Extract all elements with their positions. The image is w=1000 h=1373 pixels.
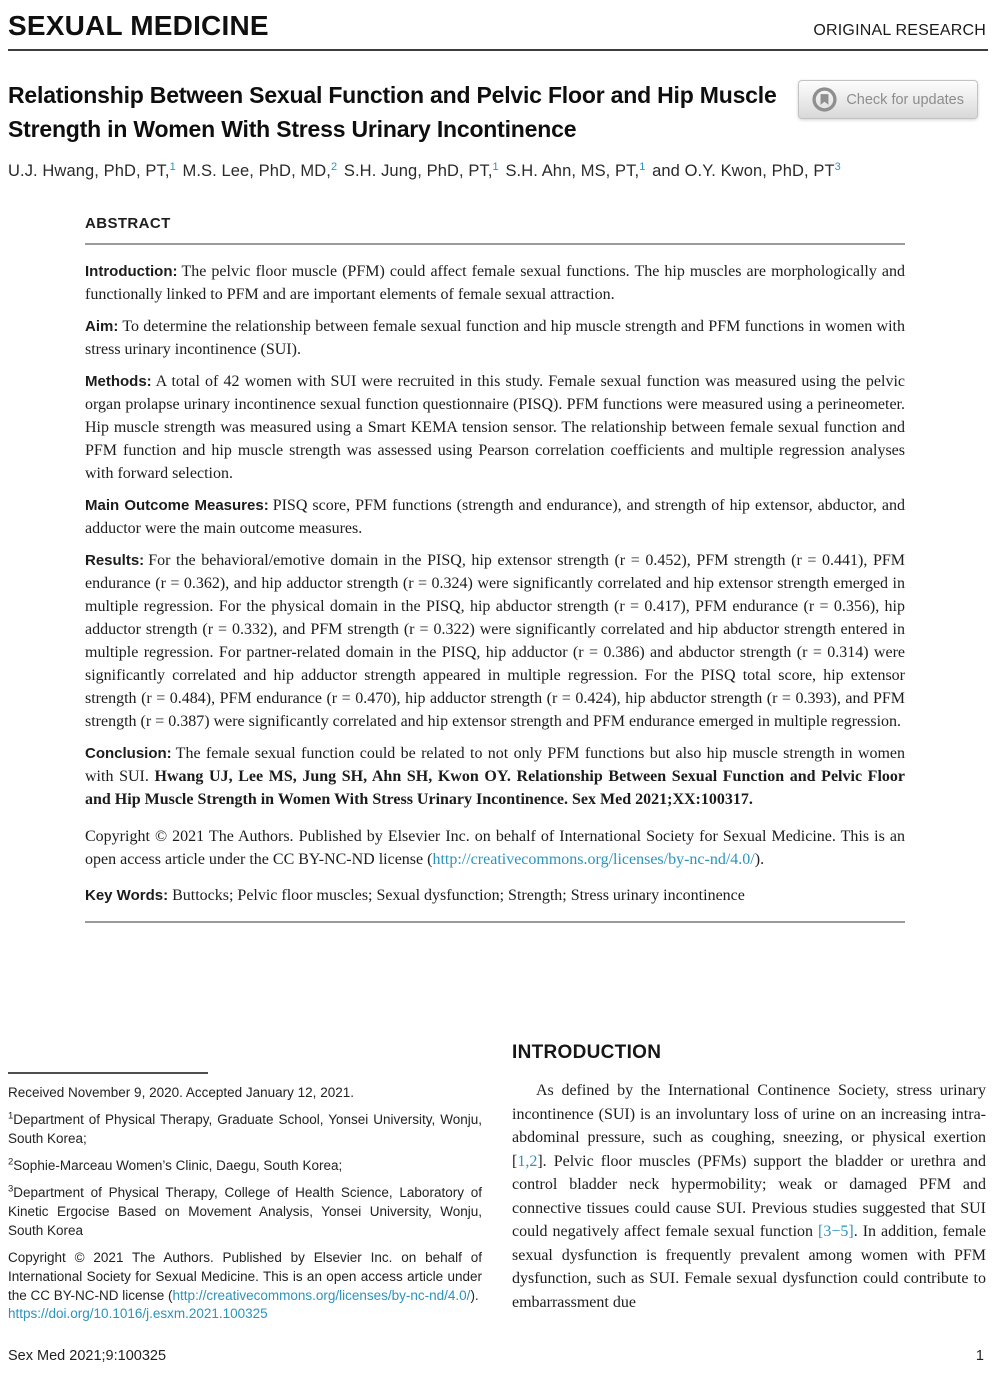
conclusion-text: The female sexual function could be related to not only PFM functions but also hip muscle strength in women with SUI. xyxy=(85,745,905,785)
masthead-rule xyxy=(8,49,988,51)
article-type-label: ORIGINAL RESEARCH xyxy=(813,22,986,39)
section-label: Results: xyxy=(85,552,145,569)
footnote-copyright-end: ). xyxy=(470,1288,479,1303)
authors-line xyxy=(8,162,988,181)
section-label: Introduction: xyxy=(85,263,178,280)
affiliation-ref[interactable]: 1 xyxy=(639,160,646,173)
title-block xyxy=(8,78,988,146)
bottom-columns xyxy=(8,1042,986,1331)
author-name: U.J. Hwang, PhD, PT, xyxy=(8,162,170,180)
copyright-text: Copyright © 2021 The Authors. Published by Elsevier Inc. on behalf of International Society for Sexual Medicine. This is an open access article under the CC BY-NC-ND license ( xyxy=(85,828,905,868)
section-text: To determine the relationship between female sexual function and hip muscle strength and PFM functions in women with stress urinary incontinence (SUI). xyxy=(85,318,905,358)
abstract-paragraph-results xyxy=(85,549,905,733)
section-label: Conclusion: xyxy=(85,745,172,762)
article-citation: Hwang UJ, Lee MS, Jung SH, Ahn SH, Kwon OY. Relationship Between Sexual Function and Pelvic Floor and Hip Muscle Strength in Women With Stress Urinary Incontinence. Sex Med 2021;XX:100317. xyxy=(85,768,905,808)
affiliation-3 xyxy=(8,1183,482,1240)
masthead xyxy=(8,10,988,42)
author-name: S.H. Jung, PhD, PT, xyxy=(343,162,493,180)
affiliation-ref[interactable]: 1 xyxy=(492,160,499,173)
affiliation-text: Sophie-Marceau Women’s Clinic, Daegu, South Korea; xyxy=(13,1158,343,1173)
introduction-paragraph xyxy=(512,1079,986,1314)
footnote-copyright xyxy=(8,1248,482,1305)
affiliation-ref[interactable]: 1 xyxy=(169,160,176,173)
affiliation-text: Department of Physical Therapy, Graduate School, Yonsei University, Wonju, South Korea; xyxy=(8,1112,482,1146)
doi-line xyxy=(8,1304,482,1323)
abstract-paragraph-aim xyxy=(85,315,905,361)
section-label: Main Outcome Measures: xyxy=(85,497,269,514)
author-name: M.S. Lee, PhD, MD, xyxy=(182,162,331,180)
keywords-text: Buttocks; Pelvic floor muscles; Sexual dysfunction; Strength; Stress urinary incontinence xyxy=(172,887,745,904)
abstract-heading: ABSTRACT xyxy=(85,215,171,232)
affiliation-marker: 1 xyxy=(8,1110,14,1122)
abstract-paragraph-introduction xyxy=(85,260,905,306)
section-label: Aim: xyxy=(85,318,119,335)
affiliation-1 xyxy=(8,1110,482,1148)
doi-link[interactable]: https://doi.org/10.1016/j.esxm.2021.100325 xyxy=(8,1306,268,1321)
journal-reference: Sex Med 2021;9:100325 xyxy=(8,1348,167,1364)
keywords-line xyxy=(85,884,905,907)
footnote-copyright-text: Copyright © 2021 The Authors. Published by Elsevier Inc. on behalf of International Society for Sexual Medicine. This is an open access article under the CC BY-NC-ND license ( xyxy=(8,1250,482,1303)
reference-link-3-5[interactable]: [3−5] xyxy=(818,1223,854,1240)
received-dates: Received November 9, 2020. Accepted January 12, 2021. xyxy=(8,1085,354,1100)
journal-name: SEXUAL MEDICINE xyxy=(8,10,269,41)
author-name: S.H. Ahn, MS, PT, xyxy=(505,162,640,180)
affiliation-text: Department of Physical Therapy, College of Health Science, Laboratory of Kinetic Ergocise Based on Movement Analysis, Yonsei University, Wonju, South Korea xyxy=(8,1185,482,1238)
abstract-copyright xyxy=(85,825,905,871)
intro-text: . In addition, female sexual dysfunction is frequently prevalent among women with PFM dysfunction, such as SUI. Female sexual dysfunction could contribute to embarrassment due xyxy=(512,1223,986,1311)
affiliation-marker: 3 xyxy=(8,1183,14,1195)
footnote-rule xyxy=(8,1072,208,1074)
section-text: For the behavioral/emotive domain in the PISQ, hip extensor strength (r = 0.452), PFM strength (r = 0.441), PFM endurance (r = 0.362), and hip adductor strength (r = 0.324) were significantly correlated and hip extensor strength emerged in multiple regression. For the physical domain in the PISQ, hip abductor strength (r = 0.417), PFM endurance (r = 0.356), hip adductor strength (r = 0.332), and PFM strength (r = 0.322) were significantly correlated and hip abductor strength entered in multiple regression. For partner-related domain in the PISQ, hip adductor (r = 0.386) and abductor strength (r = 0.314) were significantly correlated and hip adductor strength appeared in multiple regression. For the PISQ total score, hip extensor strength (r = 0.484), PFM endurance (r = 0.470), hip adductor strength (r = 0.424), hip abductor strength (r = 0.393), and PFM strength (r = 0.387) were significantly correlated and hip extensor strength and PFM endurance emerged in multiple regression. xyxy=(85,552,905,730)
section-label: Methods: xyxy=(85,373,152,390)
abstract-bottom-rule xyxy=(85,921,905,923)
license-link[interactable]: http://creativecommons.org/licenses/by-nc-nd/4.0/ xyxy=(172,1288,471,1303)
page-footer xyxy=(8,1348,984,1364)
author-name: and O.Y. Kwon, PhD, PT xyxy=(652,162,835,180)
affiliation-ref[interactable]: 3 xyxy=(834,160,841,173)
section-text: PISQ score, PFM functions (strength and endurance), and strength of hip extensor, abductor, and adductor were the main outcome measures. xyxy=(85,497,906,537)
footnote-column xyxy=(8,1042,482,1331)
article-title: Relationship Between Sexual Function and Pelvic Floor and Hip Muscle Strength in Women With Stress Urinary Incontinence xyxy=(8,82,777,142)
crossmark-icon xyxy=(812,87,837,112)
copyright-text-end: ). xyxy=(754,851,765,868)
license-link[interactable]: http://creativecommons.org/licenses/by-nc-nd/4.0/ xyxy=(432,851,755,868)
page-number: 1 xyxy=(975,1348,984,1364)
abstract-rule xyxy=(85,243,905,245)
abstract-paragraph-conclusion xyxy=(85,742,905,811)
intro-text: As defined by the International Continence Society, stress urinary incontinence (SUI) is an involuntary loss of urine on an increasing intra-abdominal pressure, such as coughing, sneezing, or physical exertion [ xyxy=(512,1082,986,1170)
abstract-section xyxy=(85,215,905,923)
introduction-column xyxy=(512,1042,986,1331)
keywords-label: Key Words: xyxy=(85,887,169,904)
affiliation-ref[interactable]: 2 xyxy=(330,160,338,173)
reference-link-1-2[interactable]: 1,2 xyxy=(517,1152,538,1170)
affiliation-marker: 2 xyxy=(8,1156,14,1168)
check-for-updates-button[interactable] xyxy=(798,80,978,119)
introduction-heading: INTRODUCTION xyxy=(512,1042,662,1063)
check-for-updates-label: Check for updates xyxy=(846,91,964,108)
intro-text: ]. Pelvic floor muscles (PFMs) support the bladder or urethra and control bladder neck hypermobility; weak or damaged PFM and connective tissues could cause SUI. Previous studies suggested that SUI could negatively affect female sexual function xyxy=(512,1152,986,1240)
abstract-paragraph-outcomes xyxy=(85,494,905,540)
section-text: The pelvic floor muscle (PFM) could affect female sexual functions. The hip muscles are morphologically and functionally linked to PFM and are important elements of female sexual attraction. xyxy=(85,263,905,303)
affiliation-2 xyxy=(8,1156,482,1175)
abstract-paragraph-methods xyxy=(85,370,905,485)
section-text: A total of 42 women with SUI were recruited in this study. Female sexual function was measured using the pelvic organ prolapse urinary incontinence sexual function questionnaire (PISQ). PFM functions were measured using a perineometer. Hip muscle strength was measured using a Smart KEMA tension sensor. The relationship between female sexual function and PFM function and hip muscle strength was assessed using Pearson correlation coefficients and multiple regression analyses with forward selection. xyxy=(85,373,905,482)
